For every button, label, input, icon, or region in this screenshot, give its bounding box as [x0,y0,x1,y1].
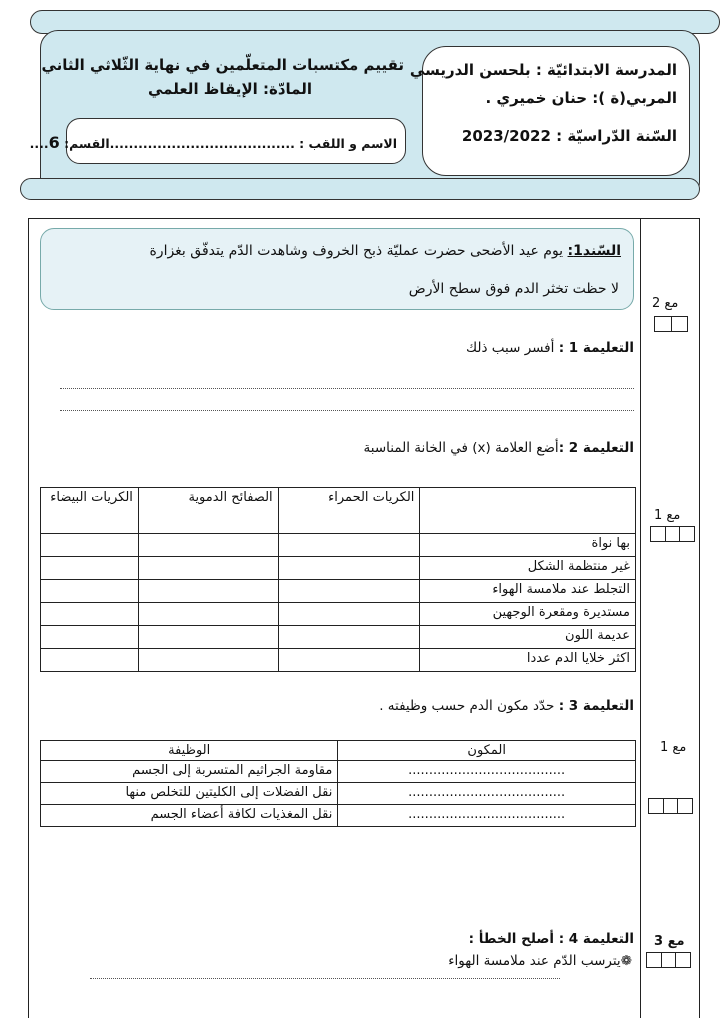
q2-row-label: مستديرة ومقعرة الوجهين [420,603,636,626]
mark-label-2: مع 1 [654,508,681,523]
q2-header-platelets: الصفائح الدموية [138,488,278,534]
q1-answer-line-1[interactable] [60,388,634,389]
q2-cell[interactable] [138,534,278,557]
q2-cell[interactable] [41,534,139,557]
q3-function: مقاومة الجراثيم المتسربة إلى الجسم [41,761,338,783]
q3-table [40,740,636,827]
q1-answer-line-2[interactable] [60,410,634,411]
exam-title: تقييم مكتسبات المتعلّمين في نهاية الثّلاثي الثاني [41,56,404,74]
q2-header-empty [420,488,636,534]
q3-component-answer[interactable]: ...................................... [338,783,636,805]
q2-line: التعليمة 2 :أضع العلامة (x) في الخانة المناسبة [363,440,634,456]
q4-label: التعليمة 4 : أصلح الخطأ : [468,931,634,947]
q2-cell[interactable] [278,649,420,672]
document-line-2: لا حظت تخثر الدم فوق سطح الأرض [408,281,619,297]
mark-label-3: مع 1 [660,740,687,755]
flower-bullet-icon: ❁ [620,953,632,969]
q2-row-label: غير منتظمة الشكل [420,557,636,580]
mark-box-2[interactable] [650,526,695,542]
q2-cell[interactable] [138,649,278,672]
mark-box-1[interactable] [654,316,688,332]
q2-cell[interactable] [278,534,420,557]
q4-answer-line[interactable] [90,978,560,979]
q4-statement: ❁يترسب الدّم عند ملامسة الهواء [448,953,632,969]
q2-cell[interactable] [138,580,278,603]
q2-cell[interactable] [41,557,139,580]
student-name-box [29,118,406,164]
school-info-box [409,46,690,176]
mark-box-4[interactable] [646,952,691,968]
q3-function: نقل المغذيات لكافة أعضاء الجسم [41,805,338,827]
q3-header-function: الوظيفة [41,741,338,761]
school-name: المدرسة الابتدائيّة : بلحسن الدريسي [409,61,677,79]
q2-cell[interactable] [138,557,278,580]
name-field[interactable]: الاسم و اللقب : .......................................القسم: 6.... [29,133,397,152]
class-value: 6 [48,133,60,152]
q3-component-answer[interactable]: ...................................... [338,761,636,783]
q2-cell[interactable] [278,626,420,649]
document-box [40,228,634,310]
school-year: السّنة الدّراسيّة : 2023/2022 [461,127,677,145]
q2-header-red-cells: الكريات الحمراء [278,488,420,534]
q3-function: نقل الفضلات إلى الكليتين للتخلص منها [41,783,338,805]
q2-row-label: اكثر خلايا الدم عددا [420,649,636,672]
q2-cell[interactable] [41,580,139,603]
teacher-name: المربي(ة ): حنان خميري . [485,89,677,107]
q2-cell[interactable] [41,649,139,672]
q2-row-label: التجلط عند ملامسة الهواء [420,580,636,603]
q2-cell[interactable] [278,557,420,580]
header-scroll-bottom [20,178,700,200]
q2-cell[interactable] [41,626,139,649]
mark-label-4: مع 3 [654,934,685,949]
subject: المادّة: الإيقاظ العلمي [147,80,312,98]
q2-cell[interactable] [278,580,420,603]
q2-row-label: بها نواة [420,534,636,557]
q1-line: التعليمة 1 : أفسر سبب ذلك [465,340,634,356]
q2-cell[interactable] [138,603,278,626]
mark-box-3[interactable] [648,798,693,814]
q3-line: التعليمة 3 : حدّد مكون الدم حسب وظيفته . [379,698,634,714]
q2-cell[interactable] [41,603,139,626]
document-line-1: السّند1: يوم عيد الأضحى حضرت عمليّة ذبح الخروف وشاهدت الدّم يتدفّق بغزارة [149,243,621,259]
q2-cell[interactable] [138,626,278,649]
q2-table [40,487,636,672]
q3-header-component: المكون [338,741,636,761]
q2-row-label: عديمة اللون [420,626,636,649]
q2-header-white-cells: الكريات البيضاء [41,488,139,534]
mark-label-1: مع 2 [652,296,679,311]
q3-component-answer[interactable]: ...................................... [338,805,636,827]
marks-column-divider [640,218,641,1018]
q2-cell[interactable] [278,603,420,626]
